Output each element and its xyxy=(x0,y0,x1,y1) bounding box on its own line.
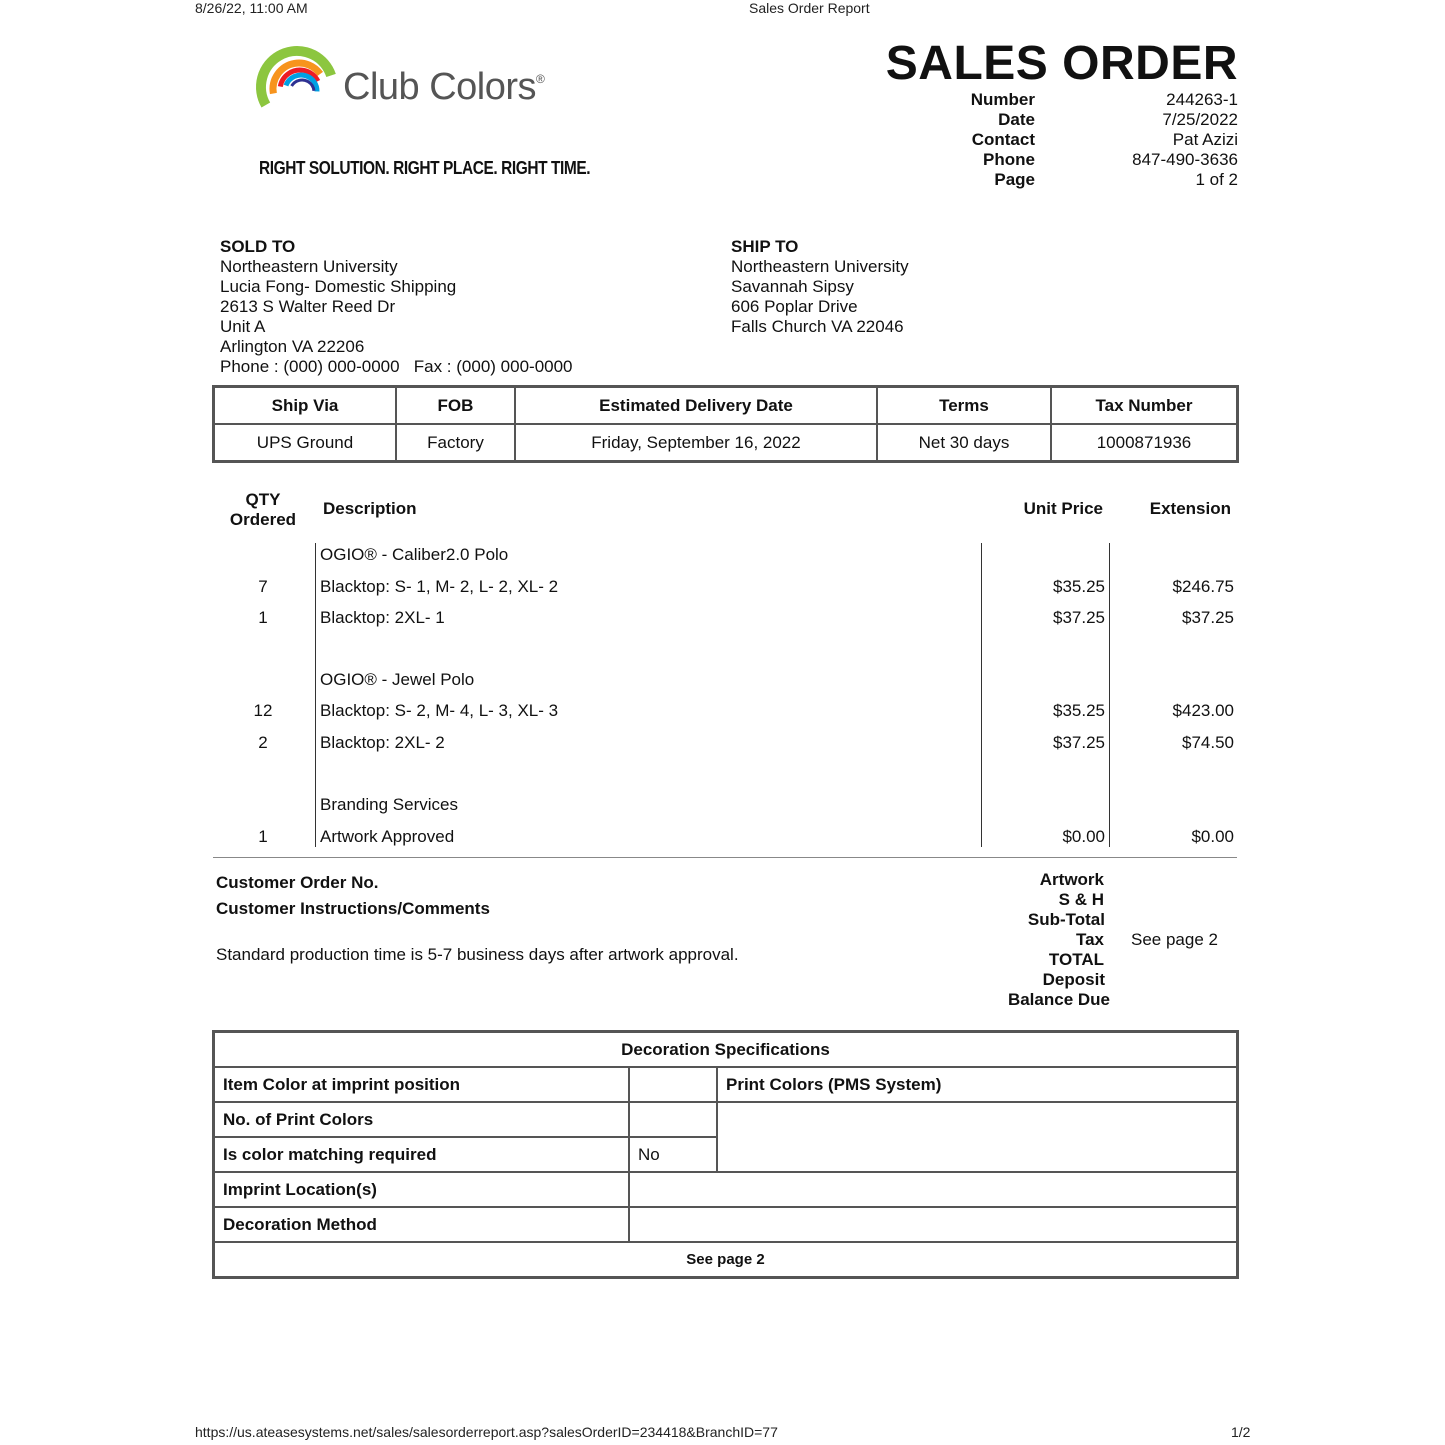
unit-price-header: Unit Price xyxy=(1023,499,1103,518)
tax-label: Tax xyxy=(1075,930,1104,949)
delivery-date-value: Friday, September 16, 2022 xyxy=(515,424,877,462)
color-matching-label: Is color matching required xyxy=(214,1137,630,1172)
fob-value: Factory xyxy=(396,424,515,462)
meta-number-label: Number xyxy=(970,90,1035,109)
customer-order-label: Customer Order No. xyxy=(216,873,379,892)
decoration-title: Decoration Specifications xyxy=(214,1032,1238,1068)
terms-value: Net 30 days xyxy=(877,424,1051,462)
meta-date-label: Date xyxy=(998,110,1035,129)
deposit-label: Deposit xyxy=(1042,970,1105,989)
terms-header: Terms xyxy=(877,387,1051,425)
sold-to-block xyxy=(220,237,573,377)
sold-to-heading: SOLD TO xyxy=(220,237,296,256)
total-sh-label: S & H xyxy=(1058,890,1104,909)
meta-page-value: 1 of 2 xyxy=(1195,170,1238,189)
line-item-row: 2 Blacktop: 2XL- 2 $37.25 $74.50 xyxy=(258,733,1234,752)
sold-to-line: Northeastern University xyxy=(220,257,398,276)
meta-contact-value: Pat Azizi xyxy=(1172,130,1238,149)
club-colors-logo-icon xyxy=(255,45,339,129)
line-item-row: OGIO® - Jewel Polo xyxy=(320,670,475,689)
document-title: SALES ORDER xyxy=(885,37,1238,90)
print-page-number: 1/2 xyxy=(1231,1424,1251,1440)
subtotal-label: Sub-Total xyxy=(1027,910,1105,929)
line-item-row: 12 Blacktop: S- 2, M- 4, L- 3, XL- 3 $35.25 $423.00 xyxy=(253,701,1234,720)
sold-to-line: Arlington VA 22206 xyxy=(220,337,365,356)
imprint-location-value xyxy=(629,1172,1238,1207)
ship-to-line: 606 Poplar Drive xyxy=(731,297,858,316)
meta-contact-label: Contact xyxy=(971,130,1035,149)
line-items-divider xyxy=(213,857,1237,858)
shipping-table xyxy=(212,385,1239,463)
decoration-method-label: Decoration Method xyxy=(214,1207,630,1242)
brand-name: Club Colors® xyxy=(343,66,545,108)
print-colors-value xyxy=(717,1102,1238,1172)
sold-to-line: 2613 S Walter Reed Dr xyxy=(220,297,396,316)
sold-to-line: Unit A xyxy=(220,317,266,336)
fob-header: FOB xyxy=(396,387,515,425)
meta-phone-label: Phone xyxy=(983,150,1035,169)
delivery-date-header: Estimated Delivery Date xyxy=(515,387,877,425)
imprint-location-label: Imprint Location(s) xyxy=(214,1172,630,1207)
extension-header: Extension xyxy=(1149,499,1231,518)
line-item-row: 1 Artwork Approved $0.00 $0.00 xyxy=(258,827,1234,846)
instructions-label: Customer Instructions/Comments xyxy=(216,899,490,918)
description-header: Description xyxy=(323,499,417,518)
ship-to-line: Savannah Sipsy xyxy=(731,277,854,296)
sold-to-phone-fax: Phone : (000) 000-0000 Fax : (000) 000-0000 xyxy=(220,357,573,376)
brand-tagline: RIGHT SOLUTION. RIGHT PLACE. RIGHT TIME. xyxy=(259,158,591,178)
color-matching-value: No xyxy=(629,1137,717,1172)
line-item-row: OGIO® - Caliber2.0 Polo xyxy=(320,545,509,564)
tax-number-header: Tax Number xyxy=(1051,387,1238,425)
ship-to-block xyxy=(731,237,909,337)
ship-via-header: Ship Via xyxy=(214,387,397,425)
print-url: https://us.ateasesystems.net/sales/salesorderreport.asp?salesOrderID=234418&BranchID=77 xyxy=(195,1424,778,1440)
ship-to-heading: SHIP TO xyxy=(731,237,799,256)
print-colors-label: Print Colors (PMS System) xyxy=(717,1067,1238,1102)
print-datetime: 8/26/22, 11:00 AM xyxy=(195,0,308,16)
balance-due-label: Balance Due xyxy=(1007,990,1110,1009)
decoration-footer-note: See page 2 xyxy=(214,1242,1238,1278)
meta-phone-value: 847-490-3636 xyxy=(1132,150,1238,169)
sold-to-line: Lucia Fong- Domestic Shipping xyxy=(220,277,457,296)
decoration-specifications-table xyxy=(212,1030,1239,1279)
decoration-method-value xyxy=(629,1207,1238,1242)
tax-number-value: 1000871936 xyxy=(1051,424,1238,462)
customer-comment: Standard production time is 5-7 business days after artwork approval. xyxy=(216,945,739,964)
meta-date-value: 7/25/2022 xyxy=(1162,110,1238,129)
num-print-colors-value xyxy=(629,1102,717,1137)
line-item-row: 7 Blacktop: S- 1, M- 2, L- 2, XL- 2 $35.25 $246.75 xyxy=(258,577,1234,596)
print-title: Sales Order Report xyxy=(749,0,870,16)
item-color-value xyxy=(629,1067,717,1102)
num-print-colors-label: No. of Print Colors xyxy=(214,1102,630,1137)
ship-to-line: Falls Church VA 22046 xyxy=(731,317,904,336)
item-color-label: Item Color at imprint position xyxy=(214,1067,630,1102)
meta-number-value: 244263-1 xyxy=(1166,90,1238,109)
line-item-row: Branding Services xyxy=(320,795,458,814)
total-artwork-label: Artwork xyxy=(1039,870,1104,889)
ship-to-line: Northeastern University xyxy=(731,257,909,276)
grand-total-label: TOTAL xyxy=(1048,950,1104,969)
ship-via-value: UPS Ground xyxy=(214,424,397,462)
line-item-row: 1 Blacktop: 2XL- 1 $37.25 $37.25 xyxy=(258,608,1234,627)
tax-note: See page 2 xyxy=(1131,930,1218,949)
meta-page-label: Page xyxy=(994,170,1035,189)
qty-header: QTY Ordered xyxy=(229,490,297,529)
